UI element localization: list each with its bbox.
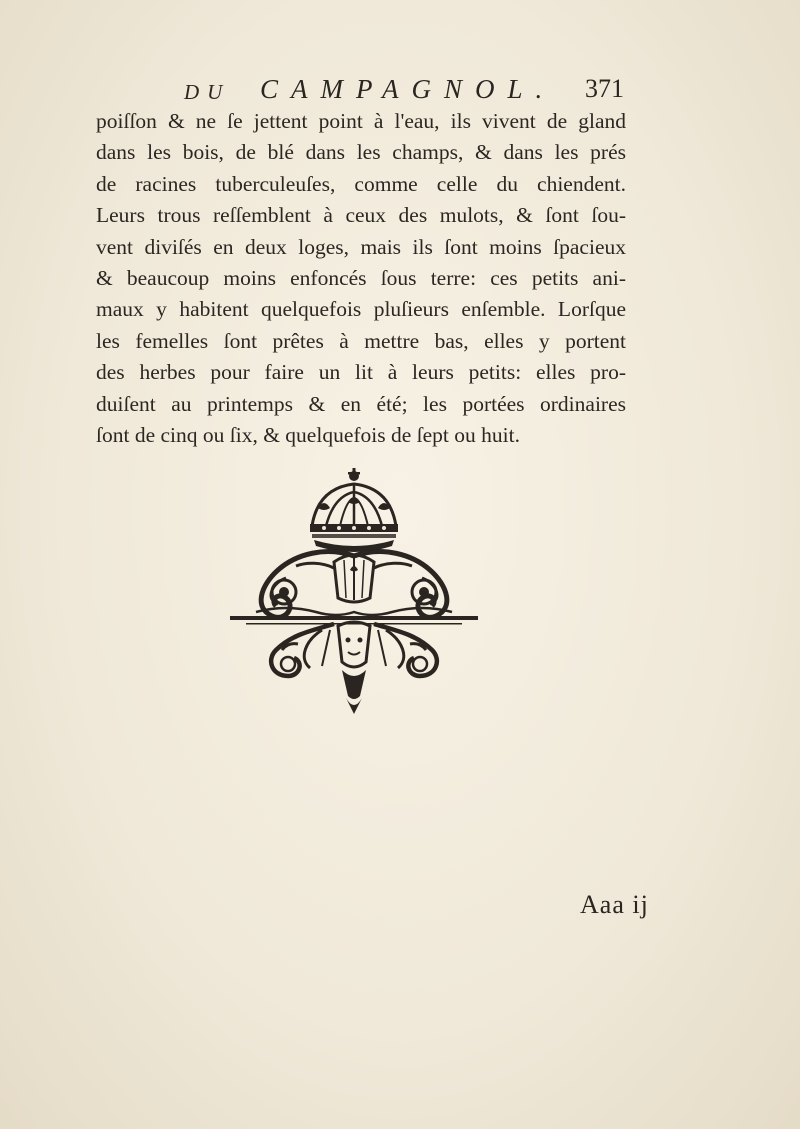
text-line: & beaucoup moins enfoncés ſous terre: ces petits ani- <box>96 265 626 290</box>
text-line: dans les bois, de blé dans les champs, & dans les prés <box>96 140 626 165</box>
text-line: des herbes pour faire un lit à leurs petits: elles pro- <box>96 360 626 385</box>
text-line: ſont de cinq ou ſix, & quelquefois de ſept ou huit. <box>96 422 520 447</box>
text-line: Leurs trous reſſemblent à ceux des mulots, & ſont ſou- <box>96 203 626 228</box>
text-line: duiſent au printemps & en été; les portées ordinaires <box>96 391 626 416</box>
text-line: les femelles ſont prêtes à mettre bas, elles y portent <box>96 328 626 353</box>
page-number: 371 <box>585 74 624 103</box>
running-head-prefix: DU <box>184 80 231 104</box>
text-line: de racines tuberculeuſes, comme celle du chiendent. <box>96 171 626 196</box>
running-head <box>160 74 640 108</box>
running-head-title: CAMPAGNOL. <box>260 74 556 104</box>
royal-crown-vignette-icon <box>226 466 482 718</box>
text-line: poiſſon & ne ſe jettent point à l'eau, ils vivent de gland <box>96 109 626 133</box>
text-line: maux y habitent quelquefois pluſieurs enſemble. Lorſque <box>96 297 626 322</box>
body-text <box>96 106 626 451</box>
text-line: vent diviſés en deux loges, mais ils ſont moins ſpacieux <box>96 234 626 259</box>
signature-mark: Aaa ij <box>580 890 649 919</box>
